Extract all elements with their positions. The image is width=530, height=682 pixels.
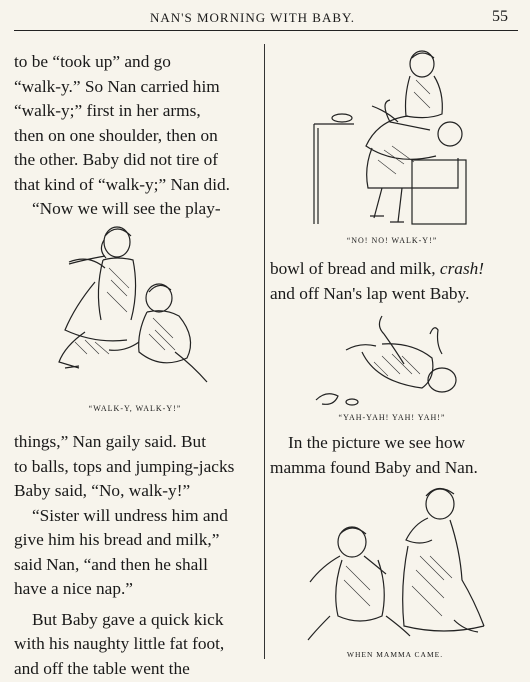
text-line: that kind of “walk-y;” Nan did. xyxy=(14,174,230,194)
illustration-yah-yah xyxy=(312,312,472,410)
italic-word: crash! xyxy=(439,259,485,278)
text-line: Baby said, “No, walk-y!” xyxy=(14,481,191,500)
text-line: “Now we will see the play- xyxy=(32,199,221,218)
left-text-block-1 xyxy=(14,50,257,222)
text-line: to be “took up” and go xyxy=(14,52,171,71)
text-line: and off Nan's lap went Baby. xyxy=(270,283,470,303)
page-number: 55 xyxy=(492,8,508,25)
left-text-block-2 xyxy=(14,430,257,681)
text-line: said Nan, “and then he shall xyxy=(14,554,208,574)
text-line: with his naughty little fat foot, xyxy=(14,634,225,653)
baby-and-girl-crying-drawing xyxy=(300,486,490,644)
caption-yah-yah: “YAH-YAH! YAH! YAH!” xyxy=(338,413,446,422)
text-fragment: bowl of bread and milk, xyxy=(270,259,440,278)
illustration-mamma-came xyxy=(300,486,490,644)
right-text-block-2 xyxy=(270,431,518,480)
text-line: “Sister will undress him and xyxy=(32,505,228,525)
running-header xyxy=(0,8,530,30)
text-line: then on one shoulder, then on xyxy=(14,125,218,145)
right-text-block-1 xyxy=(270,257,518,306)
girl-on-stool-drawing xyxy=(312,50,472,230)
girl-and-baby-drawing xyxy=(55,222,215,400)
text-line: But Baby gave a quick kick xyxy=(32,609,224,629)
text-line: have a nice nap.” xyxy=(14,579,133,598)
text-line: mamma found Baby and Nan. xyxy=(270,457,478,477)
illustration-no-no xyxy=(312,50,472,230)
illustration-walk-y xyxy=(55,222,215,400)
text-line: give him his bread and milk,” xyxy=(14,530,220,549)
text-line: the other. Baby did not tire of xyxy=(14,150,218,169)
caption-mamma-came: WHEN MAMMA CAME. xyxy=(346,650,444,659)
text-line xyxy=(270,257,518,282)
text-line: In the picture we see how xyxy=(288,433,466,452)
text-line: “walk-y;” first in her arms, xyxy=(14,101,201,120)
header-rule xyxy=(14,30,518,31)
column-divider xyxy=(264,44,265,659)
text-line: and off the table went the xyxy=(14,658,190,678)
baby-falling-drawing xyxy=(312,312,472,410)
caption-walk-y: “WALK-Y, WALK-Y!” xyxy=(88,404,182,413)
caption-no-no: “NO! NO! WALK-Y!” xyxy=(346,236,438,245)
text-line: things,” Nan gaily said. But xyxy=(14,432,206,451)
text-line: “walk-y.” So Nan carried him xyxy=(14,76,220,96)
text-line: to balls, tops and jumping-jacks xyxy=(14,456,235,476)
running-title: NAN'S MORNING WITH BABY. xyxy=(150,10,355,25)
